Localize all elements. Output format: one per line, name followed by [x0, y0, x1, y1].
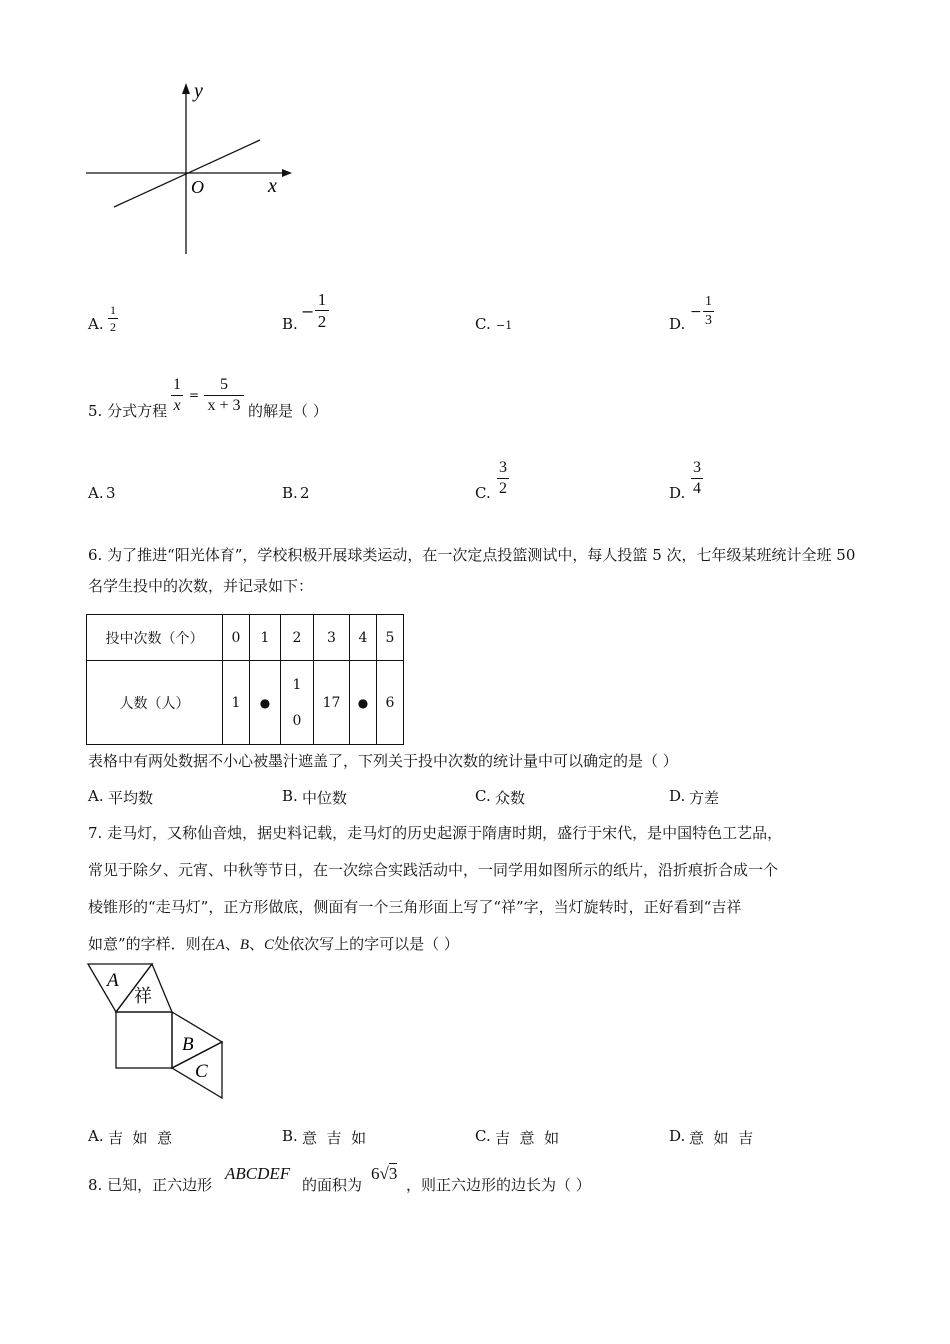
fraction: 3 2 — [499, 459, 507, 497]
table-cell: 4 — [350, 615, 377, 661]
fraction: 1 2 — [110, 303, 116, 334]
table-row — [87, 615, 404, 661]
q5-rhs-fraction: 5 x + 3 — [204, 377, 244, 414]
option-value: 意 如 吉 — [689, 1129, 754, 1147]
option-letter: C. — [475, 787, 491, 805]
table-row — [87, 661, 404, 745]
q7-text-line-4: 如意”的字样．则在A、B、C处依次写上的字可以是（ ） — [88, 935, 459, 953]
fraction: 3 4 — [693, 459, 701, 497]
option-value: 吉 如 意 — [108, 1129, 173, 1147]
option-letter: D. — [669, 787, 686, 805]
table-header-cell: 投中次数（个） — [87, 615, 223, 661]
fraction: 1 3 — [705, 294, 712, 328]
x-axis-label: x — [268, 175, 277, 197]
q5-lhs-fraction: 1 x — [173, 376, 181, 414]
table-header-cell: 人数（人） — [87, 661, 223, 745]
fraction: 1 2 — [315, 291, 329, 330]
y-axis-label: y — [194, 80, 203, 102]
ink-blot-cell: ● — [250, 661, 281, 745]
option-value: 中位数 — [302, 789, 348, 807]
equals-sign: = — [189, 388, 200, 402]
option-letter: C. — [475, 484, 491, 502]
option-value: 意 吉 如 — [302, 1129, 367, 1147]
y-axis-arrow-icon — [182, 83, 190, 94]
origin-label: O — [191, 177, 204, 197]
option-value: 2 — [300, 484, 310, 502]
minus-sign: − — [301, 302, 315, 321]
option-value: 方差 — [689, 789, 720, 807]
table-cell: 0 — [223, 615, 250, 661]
option-letter: A. — [88, 1127, 104, 1145]
label-b: B — [239, 937, 250, 953]
q6-stat-table — [86, 614, 404, 745]
label-c: C — [264, 937, 275, 953]
sqrt-icon: √ — [379, 1164, 389, 1183]
figure-label-a: A — [107, 970, 119, 991]
figure-label-c: C — [195, 1061, 208, 1082]
table-cell: 5 — [377, 615, 404, 661]
x-axis-arrow-icon — [282, 169, 292, 177]
table-cell: 17 — [314, 661, 350, 745]
area-value — [371, 1164, 397, 1184]
ink-blot-cell: ● — [350, 661, 377, 745]
option-letter: A. — [88, 315, 104, 333]
label-a: A — [215, 937, 225, 953]
q7-text-line-2: 常见于除夕、元宵、中秋等节日，在一次综合实践活动中，一同学用如图所示的纸片，沿折痕折合成一个 — [88, 861, 779, 879]
option-letter: B. — [282, 315, 298, 333]
q7-text-line-1: 7. 走马灯，又称仙音烛，据史料记载，走马灯的历史起源于隋唐时期，盛行于宋代，是中国特色工艺品， — [88, 824, 783, 842]
q7-text-4a: 如意”的字样．则在 — [88, 935, 216, 953]
q6-after-text: 表格中有两处数据不小心被墨汁遮盖了，下列关于投中次数的统计量中可以确定的是（ ） — [88, 752, 678, 770]
hexagon-name: ABCDEF — [225, 1164, 291, 1183]
q5-suffix: 的解是（ ） — [248, 402, 328, 420]
radicand: 3 — [388, 1164, 398, 1183]
option-value: 3 — [106, 484, 116, 502]
option-letter: C. — [475, 1127, 491, 1145]
option-letter: D. — [669, 484, 686, 502]
table-cell: 3 — [314, 615, 350, 661]
option-letter: B. — [282, 484, 298, 502]
table-cell: 2 — [281, 615, 314, 661]
table-cell: 6 — [377, 661, 404, 745]
table-cell: 1 — [250, 615, 281, 661]
option-value: −1 — [496, 319, 513, 332]
linear-function-graph — [80, 76, 300, 261]
figure-label-xiang: 祥 — [134, 986, 152, 1007]
table-cell: 1 — [223, 661, 250, 745]
option-letter: B. — [282, 1127, 298, 1145]
figure-label-b: B — [182, 1034, 194, 1055]
q6-question-text: 6. 为了推进“阳光体育”，学校积极开展球类运动，在一次定点投篮测试中，每人投篮 5 次，七年级某班统计全班 50 名学生投中的次数，并记录如下： — [88, 546, 856, 595]
minus-sign: − — [690, 304, 702, 320]
option-value: 众数 — [495, 789, 526, 807]
option-letter: D. — [669, 1127, 686, 1145]
option-letter: D. — [669, 315, 686, 333]
option-value: 吉 意 如 — [495, 1129, 560, 1147]
q7-text-line-3: 棱锥形的“走马灯”，正方形做底，侧面有一个三角形面上写了“祥”字，当灯旋转时，正好看到“吉祥 — [88, 898, 742, 916]
q8-prefix: 8. 已知，正六边形 — [88, 1176, 213, 1194]
pyramid-net-figure — [84, 962, 234, 1104]
area-coefficient: 6 — [371, 1164, 380, 1183]
option-letter: A. — [88, 484, 104, 502]
triangle-b — [172, 1012, 222, 1068]
option-letter: B. — [282, 787, 298, 805]
option-letter: C. — [475, 315, 491, 333]
table-cell: 1 0 — [281, 661, 314, 745]
q5-prefix: 5. 分式方程 — [88, 402, 168, 420]
option-letter: A. — [88, 787, 104, 805]
option-value: 平均数 — [108, 789, 154, 807]
q7-text-4b: 处依次写上的字可以是（ ） — [274, 935, 459, 953]
q8-mid: 的面积为 — [302, 1176, 363, 1194]
q8-suffix: ，则正六边形的边长为（ ） — [406, 1176, 591, 1194]
square-base — [116, 1012, 172, 1068]
